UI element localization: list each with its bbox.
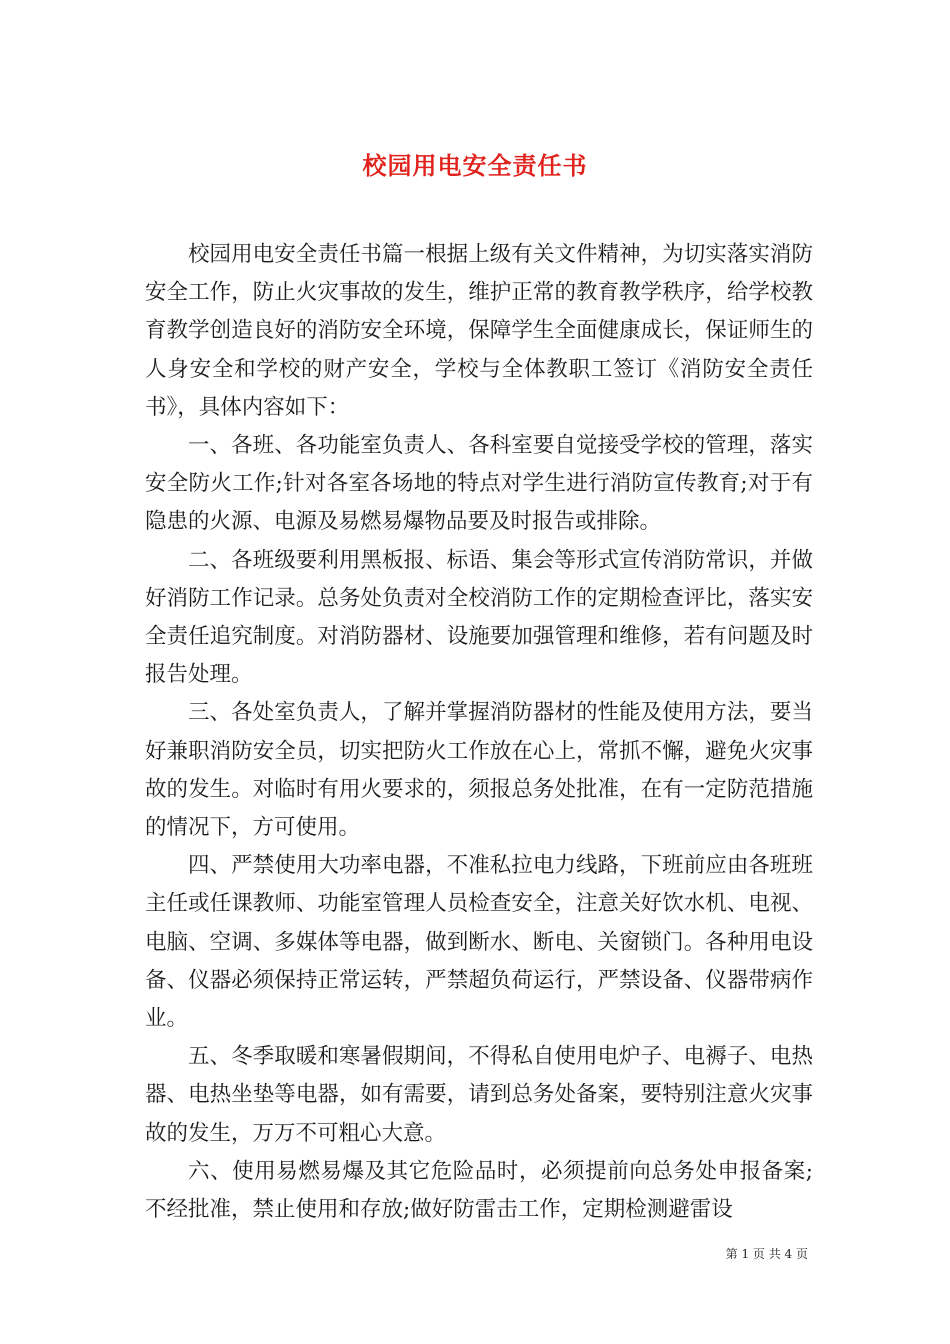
- paragraph-item-3: 三、各处室负责人，了解并掌握消防器材的性能及使用方法，要当好兼职消防安全员，切实把防火工作放在心上，常抓不懈，避免火灾事故的发生。对临时有用火要求的，须报总务处批准，在有一定防范措施的情况下，方可使用。: [145, 700, 813, 841]
- paragraph-item-6: 六、使用易燃易爆及其它危险品时，必须提前向总务处申报备案;不经批准，禁止使用和存放;做好防雷击工作，定期检测避雷设: [145, 1158, 813, 1223]
- document-title: 校园用电安全责任书: [362, 151, 588, 181]
- paragraph-item-5: 五、冬季取暖和寒暑假期间，不得私自使用电炉子、电褥子、电热器、电热坐垫等电器，如有需要，请到总务处备案，要特别注意火灾事故的发生，万万不可粗心大意。: [145, 1044, 813, 1146]
- paragraph-item-2: 二、各班级要利用黑板报、标语、集会等形式宣传消防常识，并做好消防工作记录。总务处负责对全校消防工作的定期检查评比，落实安全责任追究制度。对消防器材、设施要加强管理和维修，若有问题及时报告处理。: [145, 547, 813, 688]
- paragraph-intro: 校园用电安全责任书篇一根据上级有关文件精神，为切实落实消防安全工作，防止火灾事故的发生，维护正常的教育教学秩序，给学校教育教学创造良好的消防安全环境，保障学生全面健康成长，保证师生的人身安全和学校的财产安全，学校与全体教职工签订《消防安全责任书》，具体内容如下：: [145, 242, 813, 420]
- paragraph-item-4: 四、严禁使用大功率电器，不准私拉电力线路，下班前应由各班班主任或任课教师、功能室管理人员检查安全，注意关好饮水机、电视、电脑、空调、多媒体等电器，做到断水、断电、关窗锁门。各种用电设备、仪器必须保持正常运转，严禁超负荷运行，严禁设备、仪器带病作业。: [145, 853, 813, 1032]
- page-number: 第 1 页 共 4 页: [725, 1247, 808, 1261]
- document-body: [145, 236, 813, 1229]
- paragraph-item-1: 一、各班、各功能室负责人、各科室要自觉接受学校的管理，落实安全防火工作;针对各室各场地的特点对学生进行消防宣传教育;对于有隐患的火源、电源及易燃易爆物品要及时报告或排除。: [145, 433, 813, 535]
